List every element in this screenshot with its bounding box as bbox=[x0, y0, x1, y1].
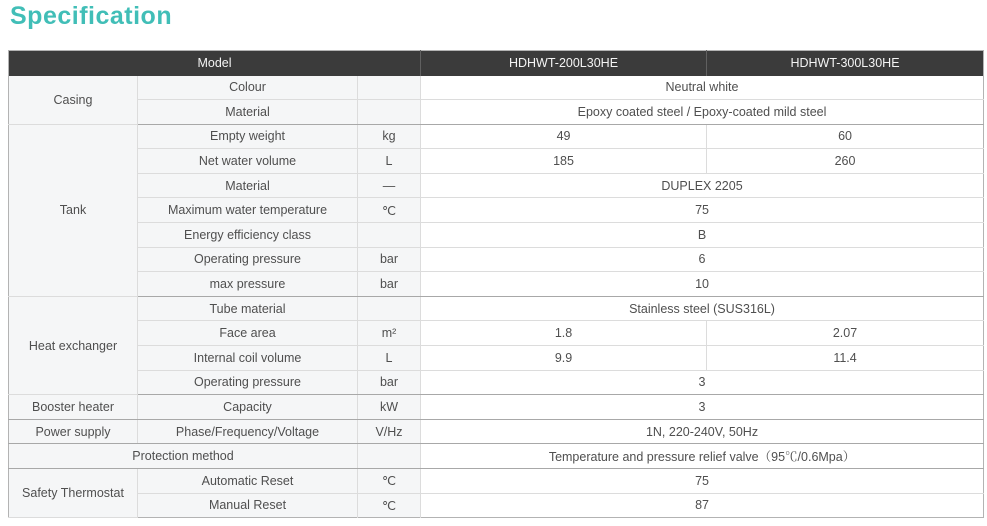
table-row bbox=[9, 76, 984, 100]
value-cell: 87 bbox=[421, 493, 984, 518]
value-cell: B bbox=[421, 223, 984, 248]
value-cell: 3 bbox=[421, 370, 984, 395]
table-body bbox=[9, 76, 984, 518]
table-row bbox=[9, 247, 984, 272]
table-row bbox=[9, 223, 984, 248]
value-cell: 9.9 bbox=[421, 346, 707, 371]
unit-cell: m² bbox=[358, 321, 421, 346]
table-row bbox=[9, 469, 984, 494]
unit-cell: L bbox=[358, 346, 421, 371]
unit-cell bbox=[358, 444, 421, 469]
protection-method-cell: Protection method bbox=[9, 444, 358, 469]
category-cell: Safety Thermostat bbox=[9, 469, 138, 518]
value-cell: 260 bbox=[707, 149, 984, 174]
unit-cell: bar bbox=[358, 247, 421, 272]
table-header-row bbox=[9, 50, 984, 76]
unit-cell bbox=[358, 76, 421, 100]
value-cell: 185 bbox=[421, 149, 707, 174]
parameter-cell: Manual Reset bbox=[138, 493, 358, 518]
table-row bbox=[9, 149, 984, 174]
unit-cell: ℃ bbox=[358, 469, 421, 494]
unit-cell: — bbox=[358, 173, 421, 198]
parameter-cell: Operating pressure bbox=[138, 247, 358, 272]
value-cell: Neutral white bbox=[421, 76, 984, 100]
value-cell: 49 bbox=[421, 124, 707, 149]
value-cell: 75 bbox=[421, 469, 984, 494]
parameter-cell: Tube material bbox=[138, 296, 358, 321]
page-title: Specification bbox=[10, 2, 173, 30]
table-row bbox=[9, 100, 984, 125]
value-cell: 3 bbox=[421, 395, 984, 420]
value-cell: 10 bbox=[421, 272, 984, 297]
parameter-cell: Energy efficiency class bbox=[138, 223, 358, 248]
category-cell: Tank bbox=[9, 124, 138, 296]
table-row bbox=[9, 493, 984, 518]
table-row bbox=[9, 173, 984, 198]
table-row bbox=[9, 124, 984, 149]
unit-cell: ℃ bbox=[358, 198, 421, 223]
value-cell: Temperature and pressure relief valve（95℃/0.6Mpa） bbox=[421, 444, 984, 469]
parameter-cell: max pressure bbox=[138, 272, 358, 297]
value-cell: Epoxy coated steel / Epoxy-coated mild steel bbox=[421, 100, 984, 125]
parameter-cell: Capacity bbox=[138, 395, 358, 420]
unit-cell: L bbox=[358, 149, 421, 174]
unit-cell: bar bbox=[358, 272, 421, 297]
category-cell: Power supply bbox=[9, 419, 138, 444]
value-cell: 2.07 bbox=[707, 321, 984, 346]
model-name-cell-1: HDHWT-200L30HE bbox=[421, 50, 707, 76]
value-cell: 60 bbox=[707, 124, 984, 149]
parameter-cell: Operating pressure bbox=[138, 370, 358, 395]
parameter-cell: Empty weight bbox=[138, 124, 358, 149]
parameter-cell: Automatic Reset bbox=[138, 469, 358, 494]
unit-cell: kg bbox=[358, 124, 421, 149]
table-row bbox=[9, 346, 984, 371]
table-row bbox=[9, 198, 984, 223]
parameter-cell: Maximum water temperature bbox=[138, 198, 358, 223]
unit-cell: kW bbox=[358, 395, 421, 420]
parameter-cell: Material bbox=[138, 100, 358, 125]
parameter-cell: Face area bbox=[138, 321, 358, 346]
specification-table bbox=[8, 50, 984, 519]
unit-cell bbox=[358, 223, 421, 248]
category-cell: Booster heater bbox=[9, 395, 138, 420]
table-row bbox=[9, 395, 984, 420]
value-cell: 1N, 220-240V, 50Hz bbox=[421, 419, 984, 444]
value-cell: 75 bbox=[421, 198, 984, 223]
unit-cell: ℃ bbox=[358, 493, 421, 518]
parameter-cell: Net water volume bbox=[138, 149, 358, 174]
parameter-cell: Colour bbox=[138, 76, 358, 100]
value-cell: 6 bbox=[421, 247, 984, 272]
value-cell: 11.4 bbox=[707, 346, 984, 371]
table-row bbox=[9, 321, 984, 346]
value-cell: DUPLEX 2205 bbox=[421, 173, 984, 198]
model-name-cell-2: HDHWT-300L30HE bbox=[707, 50, 984, 76]
table-row bbox=[9, 370, 984, 395]
value-cell: 1.8 bbox=[421, 321, 707, 346]
value-cell: Stainless steel (SUS316L) bbox=[421, 296, 984, 321]
parameter-cell: Material bbox=[138, 173, 358, 198]
unit-cell: bar bbox=[358, 370, 421, 395]
model-header-cell: Model bbox=[9, 50, 421, 76]
unit-cell: V/Hz bbox=[358, 419, 421, 444]
table-row bbox=[9, 296, 984, 321]
unit-cell bbox=[358, 296, 421, 321]
unit-cell bbox=[358, 100, 421, 125]
table-row bbox=[9, 272, 984, 297]
parameter-cell: Phase/Frequency/Voltage bbox=[138, 419, 358, 444]
table-row bbox=[9, 419, 984, 444]
category-cell: Heat exchanger bbox=[9, 296, 138, 394]
parameter-cell: Internal coil volume bbox=[138, 346, 358, 371]
category-cell: Casing bbox=[9, 76, 138, 125]
table-row bbox=[9, 444, 984, 469]
